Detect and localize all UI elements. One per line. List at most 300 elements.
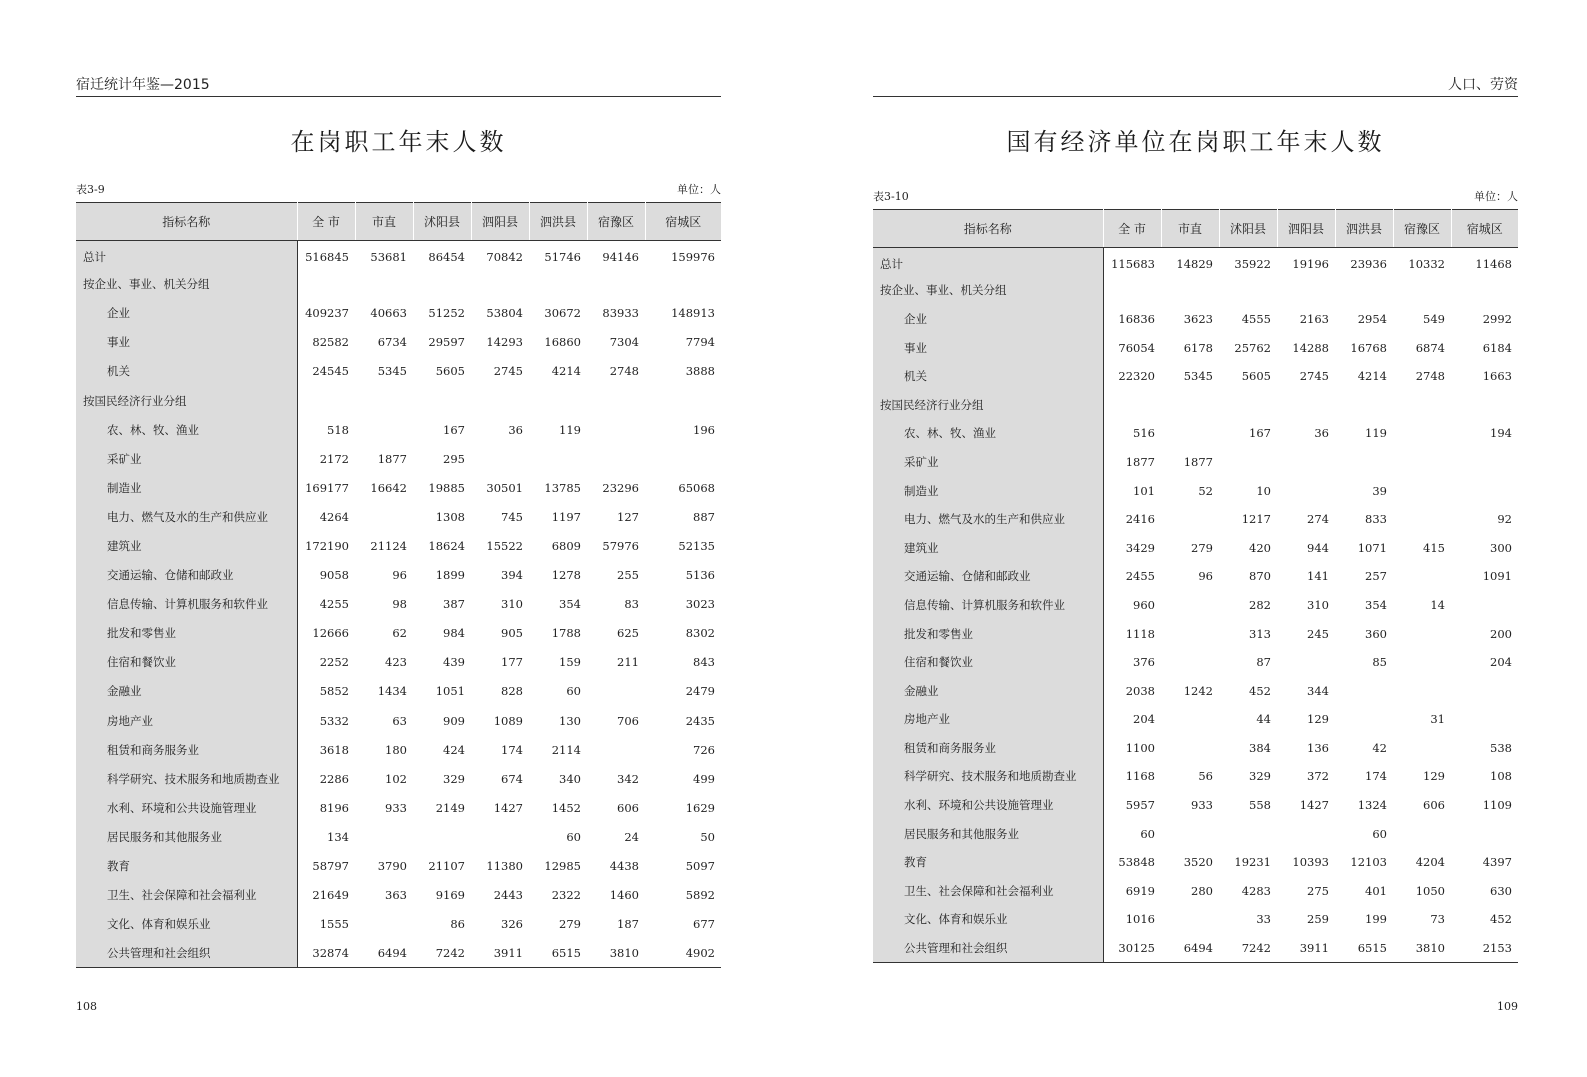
table-cell: 745 xyxy=(501,509,523,524)
table-cell: 42 xyxy=(1372,740,1387,755)
table-row xyxy=(76,706,721,735)
table-cell: 52135 xyxy=(678,538,715,553)
table-cell: 21124 xyxy=(370,538,407,553)
table-cell: 2992 xyxy=(1482,311,1512,326)
table-row xyxy=(873,877,1518,906)
table-cell: 21107 xyxy=(428,859,465,874)
table-unit: 单位：人 xyxy=(1474,190,1518,203)
table-cell: 108 xyxy=(1490,769,1512,784)
table-cell: 933 xyxy=(1191,798,1213,813)
table-cell: 6809 xyxy=(551,538,581,553)
table-cell: 1434 xyxy=(377,684,407,699)
table-cell xyxy=(1451,476,1518,505)
table-cell: 6734 xyxy=(377,335,407,350)
table-cell: 1460 xyxy=(609,888,639,903)
table-cell: 7304 xyxy=(609,335,639,350)
column-header: 泗阳县 xyxy=(1277,210,1335,248)
table-cell: 516845 xyxy=(305,250,349,265)
page-title: 国有经济单位在岗职工年末人数 xyxy=(1006,128,1385,156)
table-cell xyxy=(1393,562,1451,591)
table-row xyxy=(76,328,721,357)
table-cell: 870 xyxy=(1249,569,1271,584)
table-cell: 329 xyxy=(1249,769,1271,784)
column-header: 市直 xyxy=(355,203,413,241)
table-cell: 4255 xyxy=(319,597,349,612)
table-cell: 127 xyxy=(617,509,639,524)
table-cell: 24 xyxy=(624,829,639,844)
table-cell: 24545 xyxy=(312,364,349,379)
table-row xyxy=(873,648,1518,677)
table-cell: 7794 xyxy=(685,335,715,350)
table-cell: 96 xyxy=(392,568,407,583)
table-body xyxy=(873,248,1518,963)
table-cell xyxy=(1161,505,1219,534)
table-cell: 65068 xyxy=(678,480,715,495)
table-cell: 420 xyxy=(1249,540,1271,555)
table-cell: 4555 xyxy=(1241,311,1271,326)
table-cell xyxy=(1335,705,1393,734)
table-cell xyxy=(413,270,471,299)
table-cell: 5852 xyxy=(319,684,349,699)
table-cell: 1555 xyxy=(319,917,349,932)
table-cell: 58797 xyxy=(312,859,349,874)
table-cell: 40663 xyxy=(370,306,407,321)
table-cell: 409237 xyxy=(305,306,349,321)
table-cell: 1663 xyxy=(1482,369,1512,384)
table-cell: 2435 xyxy=(685,713,715,728)
table-cell: 6515 xyxy=(1335,934,1393,963)
table-cell: 5097 xyxy=(685,859,715,874)
table-row xyxy=(873,448,1518,477)
table-cell xyxy=(413,386,471,415)
row-label: 房地产业 xyxy=(873,705,1103,734)
table-cell xyxy=(1161,276,1219,305)
table-cell xyxy=(529,386,587,415)
table-cell: 1899 xyxy=(435,568,465,583)
table-meta xyxy=(76,183,721,197)
table-cell: 387 xyxy=(443,597,465,612)
table-cell xyxy=(1393,390,1451,419)
row-label: 电力、燃气及水的生产和供应业 xyxy=(76,502,297,531)
table-cell: 167 xyxy=(1249,426,1271,441)
table-cell xyxy=(1393,505,1451,534)
table-cell: 56 xyxy=(1198,769,1213,784)
table-row xyxy=(76,561,721,590)
table-cell xyxy=(645,270,721,299)
table-row xyxy=(76,270,721,299)
row-label: 公共管理和社会组织 xyxy=(76,939,297,968)
table-cell xyxy=(587,386,645,415)
table-cell xyxy=(645,444,721,473)
table-cell: 148913 xyxy=(671,306,715,321)
table-row xyxy=(76,590,721,619)
table-cell: 674 xyxy=(501,771,523,786)
table-row xyxy=(76,939,721,968)
table-cell xyxy=(1335,390,1393,419)
table-cell xyxy=(1451,448,1518,477)
table-cell: 86 xyxy=(450,917,465,932)
column-header: 宿城区 xyxy=(645,203,721,241)
table-cell: 6874 xyxy=(1415,340,1445,355)
table-cell: 3429 xyxy=(1125,540,1155,555)
table-cell: 313 xyxy=(1249,626,1271,641)
table-cell: 5605 xyxy=(435,364,465,379)
table-cell: 4204 xyxy=(1415,855,1445,870)
table-cell xyxy=(1161,419,1219,448)
column-header: 泗洪县 xyxy=(1335,210,1393,248)
table-cell: 1877 xyxy=(377,451,407,466)
table-cell: 1217 xyxy=(1241,512,1271,527)
table-cell: 33 xyxy=(1256,912,1271,927)
table-cell: 12985 xyxy=(544,859,581,874)
table-cell: 538 xyxy=(1490,740,1512,755)
table-row xyxy=(76,677,721,706)
table-cell: 53681 xyxy=(370,250,407,265)
row-label: 住宿和餐饮业 xyxy=(873,648,1103,677)
table-cell: 310 xyxy=(501,597,523,612)
table-cell: 12103 xyxy=(1350,855,1387,870)
table-cell: 12666 xyxy=(312,626,349,641)
row-label: 水利、环境和公共设施管理业 xyxy=(873,791,1103,820)
table-row xyxy=(76,619,721,648)
table-cell: 36 xyxy=(508,422,523,437)
table-row xyxy=(873,505,1518,534)
table-cell: 295 xyxy=(443,451,465,466)
table-cell: 1324 xyxy=(1357,798,1387,813)
table-cell: 2443 xyxy=(493,888,523,903)
table-row xyxy=(873,619,1518,648)
table-row xyxy=(873,248,1518,277)
table-cell: 549 xyxy=(1423,311,1445,326)
table-cell: 4214 xyxy=(1357,369,1387,384)
table-cell: 4264 xyxy=(319,509,349,524)
table-row xyxy=(873,848,1518,877)
table-cell: 2748 xyxy=(1415,369,1445,384)
table-cell: 1629 xyxy=(685,800,715,815)
table-cell: 44 xyxy=(1256,712,1271,727)
table-cell xyxy=(1451,591,1518,620)
table-cell: 159976 xyxy=(671,250,715,265)
table-cell: 50 xyxy=(700,829,715,844)
table-cell: 9169 xyxy=(435,888,465,903)
table-row xyxy=(873,333,1518,362)
row-label: 机关 xyxy=(873,362,1103,391)
table-cell xyxy=(1335,676,1393,705)
column-header: 宿城区 xyxy=(1451,210,1518,248)
table-cell: 259 xyxy=(1307,912,1329,927)
table-cell: 60 xyxy=(566,829,581,844)
table-cell: 8302 xyxy=(685,626,715,641)
table-cell: 3023 xyxy=(685,597,715,612)
table-cell: 3623 xyxy=(1183,311,1213,326)
table-cell: 10393 xyxy=(1292,855,1329,870)
row-label: 建筑业 xyxy=(873,533,1103,562)
table-cell: 677 xyxy=(693,917,715,932)
table-cell: 5957 xyxy=(1125,798,1155,813)
table-cell xyxy=(1277,448,1335,477)
table-cell xyxy=(1277,648,1335,677)
table-cell: 1877 xyxy=(1183,454,1213,469)
table-cell: 16642 xyxy=(370,480,407,495)
table-cell: 36 xyxy=(1314,426,1329,441)
table-cell: 3618 xyxy=(319,742,349,757)
table-cell: 1242 xyxy=(1183,683,1213,698)
table-cell xyxy=(1161,705,1219,734)
table-cell xyxy=(1451,390,1518,419)
column-header: 宿豫区 xyxy=(587,203,645,241)
table-cell: 2322 xyxy=(551,888,581,903)
table-row xyxy=(76,502,721,531)
table-cell: 1452 xyxy=(551,800,581,815)
table-row xyxy=(76,735,721,764)
table-cell: 200 xyxy=(1490,626,1512,641)
table-cell: 96 xyxy=(1198,569,1213,584)
table-cell: 310 xyxy=(1307,597,1329,612)
page-number: 108 xyxy=(76,1000,97,1013)
table-cell: 23296 xyxy=(602,480,639,495)
table-cell xyxy=(1451,705,1518,734)
table-cell xyxy=(1161,619,1219,648)
table-cell: 60 xyxy=(1140,826,1155,841)
table-cell: 843 xyxy=(693,655,715,670)
table-cell: 180 xyxy=(385,742,407,757)
table-meta xyxy=(873,190,1518,204)
row-label: 企业 xyxy=(76,299,297,328)
table-cell: 3888 xyxy=(685,364,715,379)
table-cell: 1118 xyxy=(1125,626,1155,641)
table-cell xyxy=(355,386,413,415)
table-cell xyxy=(297,386,355,415)
table-cell: 7242 xyxy=(1219,934,1277,963)
table-cell: 280 xyxy=(1191,883,1213,898)
table-cell: 558 xyxy=(1249,798,1271,813)
table-cell: 300 xyxy=(1490,540,1512,555)
table-cell: 8196 xyxy=(319,800,349,815)
table-cell: 3911 xyxy=(471,939,529,968)
table-row xyxy=(76,386,721,415)
table-row xyxy=(873,476,1518,505)
table-cell: 2149 xyxy=(435,800,465,815)
table-cell: 187 xyxy=(617,917,639,932)
right-page xyxy=(873,0,1518,1077)
column-header: 市直 xyxy=(1161,210,1219,248)
table-cell: 16860 xyxy=(544,335,581,350)
row-label: 金融业 xyxy=(76,677,297,706)
table-cell: 14288 xyxy=(1292,340,1329,355)
table-cell: 5136 xyxy=(685,568,715,583)
row-label: 房地产业 xyxy=(76,706,297,735)
table-cell: 5345 xyxy=(377,364,407,379)
table-cell: 4902 xyxy=(645,939,721,968)
table-cell: 376 xyxy=(1133,655,1155,670)
table-cell: 51746 xyxy=(544,250,581,265)
row-label: 批发和零售业 xyxy=(873,619,1103,648)
table-cell: 177 xyxy=(501,655,523,670)
table-cell xyxy=(1219,819,1277,848)
table-cell: 211 xyxy=(617,655,639,670)
table-cell xyxy=(1161,390,1219,419)
row-label: 按企业、事业、机关分组 xyxy=(873,276,1103,305)
row-label: 信息传输、计算机服务和软件业 xyxy=(76,590,297,619)
table-cell: 60 xyxy=(566,684,581,699)
table-cell: 340 xyxy=(559,771,581,786)
column-header: 全 市 xyxy=(1103,210,1161,248)
table-cell: 606 xyxy=(1423,798,1445,813)
row-label: 电力、燃气及水的生产和供应业 xyxy=(873,505,1103,534)
table-cell: 909 xyxy=(443,713,465,728)
table-cell xyxy=(1161,648,1219,677)
table-cell: 1788 xyxy=(551,626,581,641)
table-cell: 167 xyxy=(443,422,465,437)
table-cell xyxy=(1393,648,1451,677)
row-label: 按国民经济行业分组 xyxy=(873,390,1103,419)
table-cell: 35922 xyxy=(1234,257,1271,272)
table-cell: 2114 xyxy=(551,742,581,757)
table-cell: 887 xyxy=(693,509,715,524)
table-cell: 960 xyxy=(1133,597,1155,612)
row-label: 水利、环境和公共设施管理业 xyxy=(76,793,297,822)
table-cell: 5345 xyxy=(1183,369,1213,384)
table-cell: 134 xyxy=(327,829,349,844)
table-cell: 31 xyxy=(1430,712,1445,727)
row-label: 批发和零售业 xyxy=(76,619,297,648)
table-cell: 70842 xyxy=(486,250,523,265)
table-cell: 194 xyxy=(1490,426,1512,441)
table-cell: 2748 xyxy=(609,364,639,379)
row-label: 机关 xyxy=(76,357,297,386)
table-row xyxy=(873,791,1518,820)
row-label: 教育 xyxy=(873,848,1103,877)
table-cell: 944 xyxy=(1307,540,1329,555)
table-cell: 1168 xyxy=(1125,769,1155,784)
table-cell: 83 xyxy=(624,597,639,612)
table-cell: 159 xyxy=(559,655,581,670)
table-cell xyxy=(1161,905,1219,934)
table-cell: 1016 xyxy=(1125,912,1155,927)
row-label: 交通运输、仓储和邮政业 xyxy=(76,561,297,590)
table-row xyxy=(76,881,721,910)
row-label: 信息传输、计算机服务和软件业 xyxy=(873,591,1103,620)
table-cell: 30672 xyxy=(544,306,581,321)
table-cell xyxy=(471,822,529,851)
table-cell: 3520 xyxy=(1183,855,1213,870)
table-cell: 257 xyxy=(1365,569,1387,584)
page-title: 在岗职工年末人数 xyxy=(290,128,507,156)
table-row xyxy=(873,562,1518,591)
table-cell xyxy=(355,822,413,851)
table-cell: 275 xyxy=(1307,883,1329,898)
table-row xyxy=(873,934,1518,963)
table-cell: 14293 xyxy=(486,335,523,350)
table-cell: 274 xyxy=(1307,512,1329,527)
column-header: 沭阳县 xyxy=(413,203,471,241)
table-cell: 6919 xyxy=(1125,883,1155,898)
table-cell xyxy=(355,502,413,531)
table-row xyxy=(873,905,1518,934)
table-cell: 6178 xyxy=(1183,340,1213,355)
table-cell: 726 xyxy=(693,742,715,757)
table-unit: 单位：人 xyxy=(677,183,721,196)
table-cell xyxy=(1393,819,1451,848)
row-label: 建筑业 xyxy=(76,531,297,560)
table-cell: 174 xyxy=(501,742,523,757)
table-cell: 32874 xyxy=(297,939,355,968)
table-row xyxy=(76,822,721,851)
row-label: 采矿业 xyxy=(873,448,1103,477)
table-cell xyxy=(1393,734,1451,763)
table-cell: 905 xyxy=(501,626,523,641)
table-cell: 21649 xyxy=(312,888,349,903)
column-header: 宿豫区 xyxy=(1393,210,1451,248)
table-cell: 1197 xyxy=(551,509,581,524)
table-cell: 199 xyxy=(1365,912,1387,927)
row-label: 卫生、社会保障和社会福利业 xyxy=(873,877,1103,906)
table-cell: 2163 xyxy=(1299,311,1329,326)
table-cell: 11380 xyxy=(486,859,523,874)
table-cell: 172190 xyxy=(305,538,349,553)
table-cell: 363 xyxy=(385,888,407,903)
table-cell: 62 xyxy=(392,626,407,641)
table-row xyxy=(873,676,1518,705)
table-cell: 57976 xyxy=(602,538,639,553)
table-cell: 14 xyxy=(1430,597,1445,612)
table-cell: 384 xyxy=(1249,740,1271,755)
table-cell: 83933 xyxy=(602,306,639,321)
table-cell: 706 xyxy=(617,713,639,728)
table-cell: 2038 xyxy=(1125,683,1155,698)
table-row xyxy=(76,473,721,502)
table-cell: 98 xyxy=(392,597,407,612)
table-cell xyxy=(1103,390,1161,419)
table-cell: 2286 xyxy=(319,771,349,786)
table-cell: 16836 xyxy=(1118,311,1155,326)
table-row xyxy=(873,591,1518,620)
table-cell xyxy=(1335,276,1393,305)
table-number: 表3-9 xyxy=(76,183,105,196)
table-cell: 1427 xyxy=(1299,798,1329,813)
table-cell: 1877 xyxy=(1125,454,1155,469)
table-cell xyxy=(471,386,529,415)
row-label: 制造业 xyxy=(76,473,297,502)
table-cell: 4283 xyxy=(1241,883,1271,898)
row-label: 总计 xyxy=(76,241,297,270)
table-cell xyxy=(645,386,721,415)
table-cell: 329 xyxy=(443,771,465,786)
table-cell: 2172 xyxy=(319,451,349,466)
table-cell: 196 xyxy=(693,422,715,437)
table-row xyxy=(76,648,721,677)
row-label: 住宿和餐饮业 xyxy=(76,648,297,677)
table-cell: 5605 xyxy=(1241,369,1271,384)
table-cell xyxy=(587,735,645,764)
table-cell: 3911 xyxy=(1277,934,1335,963)
table-cell: 342 xyxy=(617,771,639,786)
table-cell xyxy=(1103,276,1161,305)
table-row xyxy=(76,793,721,822)
table-cell: 92 xyxy=(1497,512,1512,527)
table-cell xyxy=(587,415,645,444)
table-cell: 415 xyxy=(1423,540,1445,555)
row-label: 企业 xyxy=(873,305,1103,334)
table-cell xyxy=(1161,591,1219,620)
table-cell: 169177 xyxy=(305,480,349,495)
table-cell xyxy=(1393,676,1451,705)
table-cell: 129 xyxy=(1423,769,1445,784)
table-cell: 2252 xyxy=(319,655,349,670)
table-cell: 1427 xyxy=(493,800,523,815)
table-cell: 6494 xyxy=(1161,934,1219,963)
table-cell: 1089 xyxy=(493,713,523,728)
